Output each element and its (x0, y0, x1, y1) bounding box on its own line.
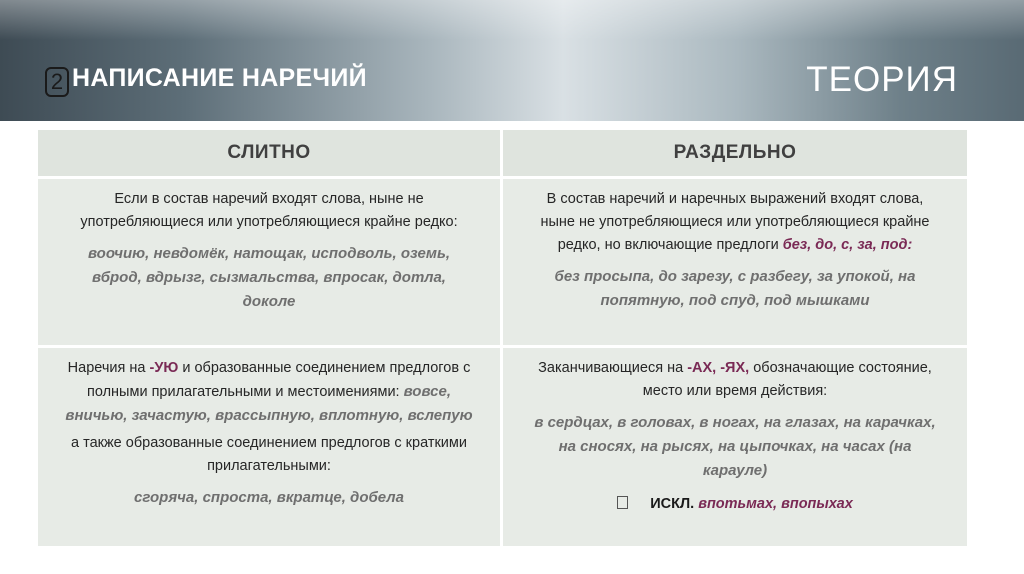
examples-text: в сердцах, в головах, в ногах, на глазах, на карачках, на сносях, на рысях, на цыпочках, на часах (на карауле) (534, 414, 936, 479)
examples-inline: вовсе, вничью, зачастую, врассыпную, вплотную, вслепую (65, 383, 473, 424)
prepositions-highlight: без, до, с, за, под: (782, 237, 913, 253)
rule-text-b: обозначающие состояние, место или время действия: (642, 360, 932, 399)
cell-separate-ah-yah (503, 348, 967, 546)
rule-text-b: и образованные соединением предлогов с полными прилагательными и местоимениями: (86, 360, 471, 400)
rule-text (62, 357, 476, 428)
cell-separate-prepositions (503, 179, 967, 345)
suffix-highlight: -УЮ (149, 360, 179, 376)
examples-text: воочию, невдомёк, натощак, исподволь, оземь, вброд, вдрызг, сызмальства, впросак, дотла, доколе (87, 245, 451, 310)
rules-table (38, 130, 967, 546)
exception-line (533, 493, 937, 516)
section-label: ТЕОРИЯ (806, 60, 958, 99)
rule-text-a: Заканчивающиеся на (538, 360, 684, 376)
header-cell-separate: РАЗДЕЛЬНО (503, 130, 967, 176)
rule-text-main: В состав наречий и наречных выражений входят слова, ныне не употребляющиеся или употребляющиеся крайне редко, но включающие предлоги (540, 191, 930, 253)
slide-number: 2 (45, 67, 69, 97)
rule-text: Если в состав наречий входят слова, ныне не употребляющиеся или употребляющиеся крайне редко: (80, 191, 458, 230)
header-banner (0, 0, 1024, 121)
bullet-icon (617, 496, 628, 509)
examples-text: сгоряча, спроста, вкратце, добела (134, 489, 404, 506)
examples-text: без просыпа, до зарезу, с разбегу, за упокой, на попятную, под спуд, под мышками (554, 268, 916, 309)
cell-together-uyu (38, 348, 500, 546)
exception-label: ИСКЛ. (650, 496, 695, 512)
cell-together-rare-words (38, 179, 500, 345)
rule-text-c: а также образованные соединением предлогов с краткими прилагательными: (71, 435, 467, 474)
endings-highlight: -АХ, -ЯХ, (687, 360, 750, 376)
rule-text (533, 357, 937, 403)
slide-title: НАПИСАНИЕ НАРЕЧИЙ (72, 64, 367, 92)
header-cell-together: СЛИТНО (38, 130, 500, 176)
rule-text (533, 188, 937, 257)
rule-text-a: Наречия на (67, 360, 146, 376)
exception-examples: впотьмах, впопыхах (698, 496, 853, 512)
